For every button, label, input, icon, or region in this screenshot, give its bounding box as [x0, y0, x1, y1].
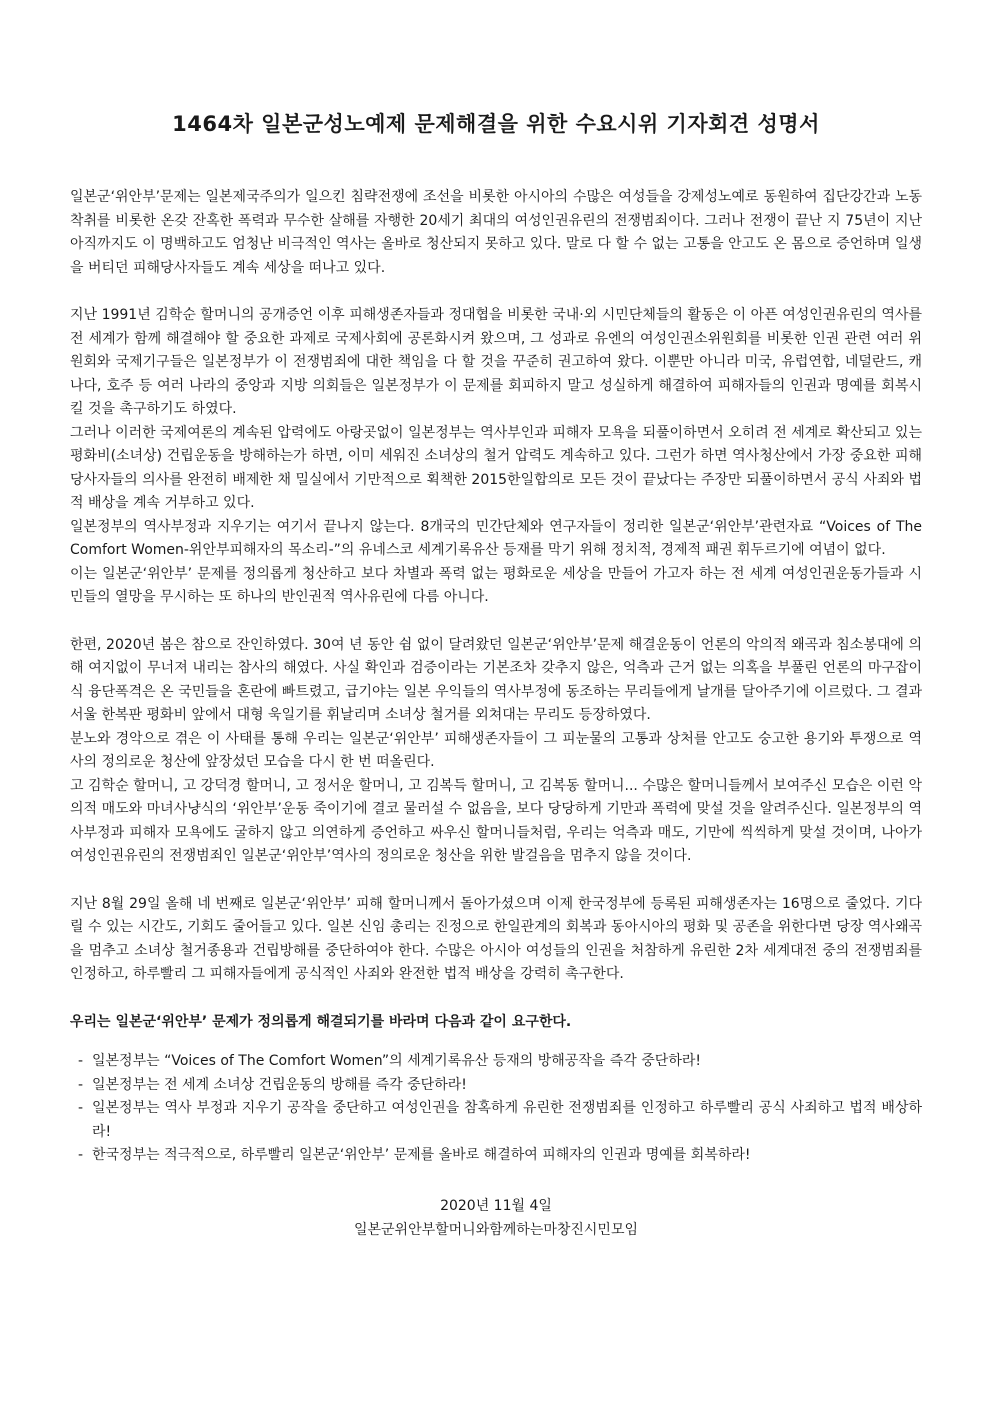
paragraph-survivors: 지난 8월 29일 올해 네 번째로 일본군‘위안부’ 피해 할머니께서 돌아가셨으며 이제 한국정부에 등록된 피해생존자는 16명으로 줄었다. 기다릴 수 있는 시간도, 기회도 줄어들고 있다. 일본 신임 총리는 진정으로 한일관계의 회복과 동아시아의 평화 및 공존을 위한다면 당장 역사왜곡을 멈추고 소녀상 철거종용과 건립방해를 중단하여야 한다. 수많은 아시아 여성들의 인권을 처참하게 유린한 2차 세계대전 중의 전쟁범죄를 인정하고, 하루빨리 그 피해자들에게 공식적인 사죄와 완전한 법적 배상을 강력히 촉구한다. [70, 895, 922, 982]
document-title: 1464차 일본군성노예제 문제해결을 위한 수요시위 기자회견 성명서 [172, 112, 820, 136]
demand-text: 일본정부는 전 세계 소녀상 건립운동의 방해를 즉각 중단하라! [92, 1076, 467, 1093]
list-dash: - [78, 1147, 84, 1163]
demand-text: 일본정부는 역사 부정과 지우기 공작을 중단하고 여성인권을 참혹하게 유린한 전쟁범죄를 인정하고 하루빨리 공식 사죄하고 법적 배상하라! [92, 1100, 922, 1140]
list-dash: - [78, 1076, 84, 1093]
organization-name: 일본군위안부할머니와함께하는마창진시민모임 [353, 1221, 638, 1238]
paragraph-spring-2020: 한편, 2020년 봄은 참으로 잔인하였다. 30여 년 동안 쉼 없이 달려왔던 일본군‘위안부’문제 해결운동이 언론의 악의적 왜곡과 침소봉대에 의해 여지없이 무너져 내리는 참사의 해였다. 사실 확인과 검증이라는 기본조차 갖추지 않은, 억측과 근거 없는 의혹을 부풀린 언론의 마구잡이식 융단폭격은 온 국민들을 혼란에 빠트렸고, 급기야는 일본 우익들의 역사부정에 동조하는 무리들에게 날개를 달아주기에 이르렀다. 그 결과 서울 한복판 평화비 앞에서 대형 욱일기를 휘날리며 소녀상 철거를 외쳐대는 무리도 등장하였다. [70, 636, 922, 723]
list-dash: - [78, 1053, 84, 1069]
paragraph-grandmothers: 고 김학순 할머니, 고 강덕경 할머니, 고 정서운 할머니, 고 김복득 할머니, 고 김복동 할머니... 수많은 할머니들께서 보여주신 모습은 이런 악의적 매도와 마녀사냥식의 ‘위안부’운동 죽이기에 결코 물러설 수 없음을, 보다 당당하게 기만과 폭력에 맞설 것을 알려주신다. 일본정부의 역사부정과 피해자 모욕에도 굴하지 않고 의연하게 증언하고 싸우신 할머니들처럼, 우리는 억측과 매도, 기만에 씩씩하게 맞설 것이며, 나아가 여성인권유린의 전쟁범죄인 일본군‘위안부’역사의 정의로운 청산을 위한 발걸음을 멈추지 않을 것이다. [70, 777, 922, 864]
paragraph-intro: 일본군‘위안부’문제는 일본제국주의가 일으킨 침략전쟁에 조선을 비롯한 아시아의 수많은 여성들을 강제성노예로 동원하여 집단강간과 노동착취를 비롯한 온갖 잔혹한 폭력과 무수한 살해를 자행한 20세기 최대의 여성인권유린의 전쟁범죄이다. 그러나 전쟁이 끝난 지 75년이 지난 아직까지도 이 명백하고도 엄청난 비극적인 역사는 올바로 청산되지 못하고 있다. 말로 다 할 수 없는 고통을 안고도 온 몸으로 증언하며 일생을 버티던 피해당사자들도 계속 세상을 떠나고 있다. [70, 189, 922, 276]
demand-item [78, 1144, 922, 1168]
statement-date: 2020년 11월 4일 [440, 1197, 552, 1214]
paragraph-history: 지난 1991년 김학순 할머니의 공개증언 이후 피해생존자들과 정대협을 비롯한 국내·외 시민단체들의 활동은 이 아픈 여성인권유린의 역사를 전 세계가 함께 해결해야 할 중요한 과제로 국제사회에 공론화시켜 왔으며, 그 성과로 유엔의 여성인권소위원회를 비롯한 인권 관련 여러 위원회와 국제기구들은 일본정부가 이 전쟁범죄에 대한 책임을 다 할 것을 꾸준히 권고하여 왔다. 이뿐만 아니라 미국, 유럽연합, 네덜란드, 캐나다, 호주 등 여러 나라의 중앙과 지방 의회들은 일본정부가 이 문제를 회피하지 말고 성실하게 해결하여 피해자들의 인권과 명예를 회복시킬 것을 촉구하기도 하였다. [70, 307, 922, 417]
signature-block [70, 1194, 922, 1242]
demand-item [78, 1097, 922, 1144]
demand-text: 일본정부는 “Voices of The Comfort Women”의 세계기록유산 등재의 방해공작을 즉각 중단하라! [92, 1053, 701, 1069]
demand-heading: 우리는 일본군‘위안부’ 문제가 정의롭게 해결되기를 바라며 다음과 같이 요구한다. [70, 1013, 572, 1030]
paragraph-outrage: 분노와 경악으로 겪은 이 사태를 통해 우리는 일본군‘위안부’ 피해생존자들이 그 피눈물의 고통과 상처를 안고도 숭고한 용기와 투쟁으로 역사의 정의로운 청산에 앞장섰던 모습을 다시 한 번 떠올린다. [70, 730, 922, 770]
demand-list [70, 1050, 922, 1168]
list-dash: - [78, 1100, 84, 1116]
paragraph-anti-human-rights: 이는 일본군‘위안부’ 문제를 정의롭게 청산하고 보다 차별과 폭력 없는 평화로운 세상을 만들어 가고자 하는 전 세계 여성인권운동가들과 시민들의 열망을 무시하는 또 하나의 반인권적 역사유린에 다름 아니다. [70, 565, 922, 605]
paragraph-japan-denial: 그러나 이러한 국제여론의 계속된 압력에도 아랑곳없이 일본정부는 역사부인과 피해자 모욕을 되풀이하면서 오히려 전 세계로 확산되고 있는 평화비(소녀상) 건립운동을 방해하는가 하면, 이미 세워진 소녀상의 철거 압력도 계속하고 있다. 그런가 하면 역사청산에서 가장 중요한 피해당사자들의 의사를 완전히 배제한 채 밀실에서 기만적으로 획책한 2015한일합의로 모든 것이 끝났다는 주장만 되풀이하면서 공식 사죄와 법적 배상을 계속 거부하고 있다. [70, 424, 922, 511]
demand-item [78, 1050, 922, 1074]
statement-document [70, 110, 922, 1242]
demand-text: 한국정부는 적극적으로, 하루빨리 일본군‘위안부’ 문제를 올바로 해결하여 피해자의 인권과 명예를 회복하라! [92, 1147, 751, 1163]
demand-item [78, 1074, 922, 1098]
paragraph-unesco: 일본정부의 역사부정과 지우기는 여기서 끝나지 않는다. 8개국의 민간단체와 연구자들이 정리한 일본군‘위안부’관련자료 “Voices of The Comfort Women-위안부피해자의 목소리-”의 유네스코 세계기록유산 등재를 막기 위해 정치적, 경제적 패권 휘두르기에 여념이 없다. [70, 518, 922, 558]
